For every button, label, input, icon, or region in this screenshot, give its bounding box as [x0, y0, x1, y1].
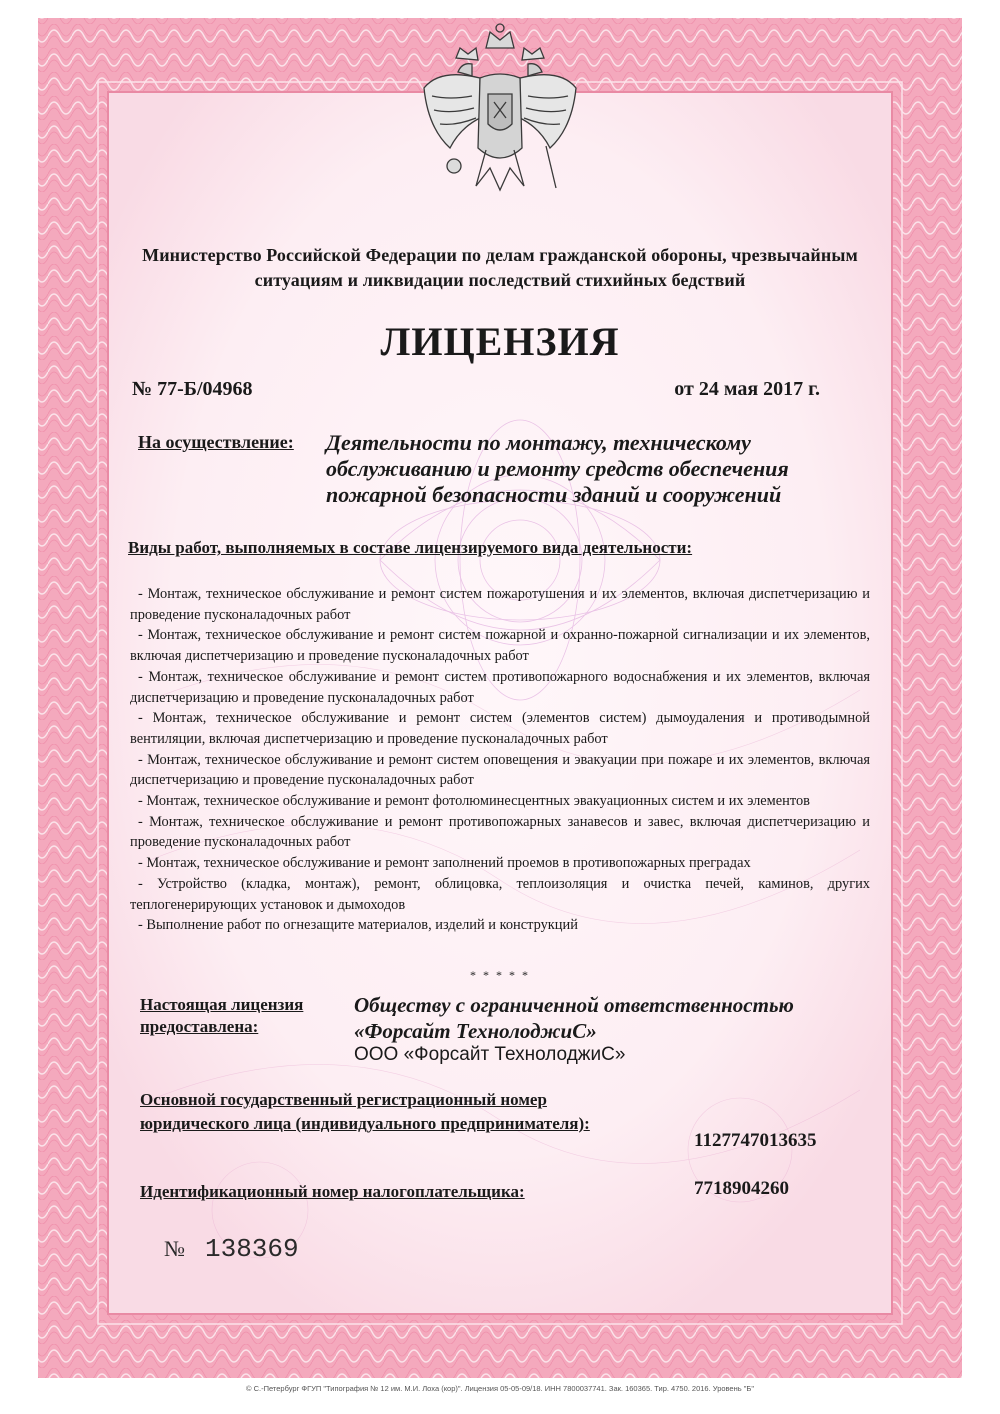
list-item: - Выполнение работ по огнезащите материалов, изделий и конструкций [138, 917, 578, 934]
list-item: - Монтаж, техническое обслуживание и ремонт систем пожаротушения и их элементов, включая диспетчеризацию и проведение пусконаладочных работ [130, 586, 870, 623]
activity-description: Деятельности по монтажу, техническому обслуживанию и ремонту средств обеспечения пожарной безопасности зданий и сооружений [326, 430, 789, 507]
license-date: от 24 мая 2017 г. [674, 378, 820, 400]
activity-label: На осуществление: [138, 432, 294, 452]
inn-label: Идентификационный номер налогоплательщика: [140, 1182, 525, 1201]
inn-value: 7718904260 [694, 1178, 789, 1199]
list-item: - Монтаж, техническое обслуживание и ремонт противопожарных занавесов и завес, включая диспетчеризацию и проведение пусконаладочных работ [130, 813, 870, 851]
list-item: - Монтаж, техническое обслуживание и ремонт фотолюминесцентных эвакуационных систем и их элементов [138, 793, 810, 810]
list-item: - Монтаж, техническое обслуживание и ремонт систем противопожарного водоснабжения и их элементов, включая диспетчеризацию и проведение пусконаладочных работ [130, 668, 870, 706]
ogrn-label: Основной государственный регистрационный номер юридического лица (индивидуального предпринимателя): [140, 1090, 590, 1133]
coat-of-arms-icon [410, 18, 590, 208]
list-item: - Монтаж, техническое обслуживание и ремонт систем (элементов систем) дымоудаления и противодымной вентиляции, включая диспетчеризацию и проведение пусконаладочных работ [130, 710, 870, 747]
serial-value: 138369 [205, 1234, 299, 1264]
number-sign: № [164, 1236, 185, 1261]
works-list [130, 584, 870, 936]
list-item: - Монтаж, техническое обслуживание и ремонт заполнений проемов в противопожарных преградах [138, 855, 751, 872]
list-item: - Монтаж, техническое обслуживание и ремонт систем пожарной и охранно-пожарной сигнализации и их элементов, включая диспетчеризацию и проведение пусконаладочных работ [130, 627, 870, 665]
ministry-name: Министерство Российской Федерации по делам гражданской обороны, чрезвычайным ситуациям и ликвидации последствий стихийных бедствий [142, 245, 858, 290]
works-heading: Виды работ, выполняемых в составе лицензируемого вида деятельности: [128, 538, 693, 557]
licensee-label: Настоящая лицензия предоставлена: [140, 995, 304, 1036]
list-item: - Устройство (кладка, монтаж), ремонт, облицовка, теплоизоляция и очистка печей, каминов, других теплогенерирующих установок и дымоходов [130, 875, 870, 913]
list-item: - Монтаж, техническое обслуживание и ремонт систем оповещения и эвакуации при пожаре и их элементов, включая диспетчеризацию и проведение пусконаладочных работ [130, 751, 870, 789]
ogrn-value: 1127747013635 [694, 1130, 817, 1151]
blank-serial-number [164, 1234, 299, 1264]
license-number: № 77-Б/04968 [132, 378, 253, 400]
licensee-full-name: Обществу с ограниченной ответственностью «Форсайт ТехнолоджиС» [354, 993, 794, 1043]
section-separator: * * * * * [470, 968, 530, 982]
printer-imprint: © С.-Петербург ФГУП "Типография № 12 им. М.И. Лоха (кор)". Лицензия 05-05-09/18. ИНН 7800037741. Зак. 160365. Тир. 4750. 2016. Уровень "Б" [245, 1384, 754, 1393]
licensee-short-name: ООО «Форсайт ТехнолоджиС» [354, 1044, 626, 1065]
document-title: ЛИЦЕНЗИЯ [380, 319, 620, 364]
